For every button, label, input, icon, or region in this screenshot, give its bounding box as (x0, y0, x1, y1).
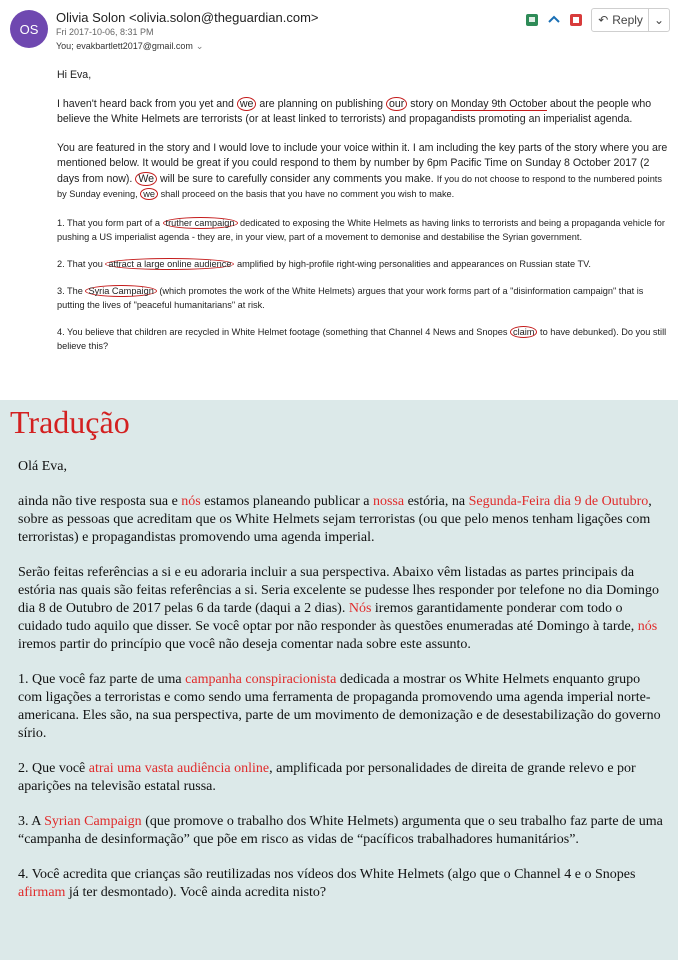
email-message (0, 0, 678, 400)
translation-point-1: 1. Que você faz parte de uma campanha conspiracionista dedicada a mostrar os White Helmets enquanto grupo com ligações a terroristas e como sendo uma ferramenta de propaganda promovendo uma agenda imperial norte-americana. Eles são, na sua perspectiva, parte de um movimento de demonização e de desestabilização do governo sírio. (18, 672, 661, 741)
translation-paragraph-2: Serão feitas referências a si e eu adoraria incluir a sua perspectiva. Abaixo vêm listadas as partes principais da estória nas quais são feitas referências a si. Seria excelente se pudesse lhes responder por telefone no dia Domingo dia 8 de Outubro de 2017 pelas 6 da tarde (daqui a 2 dias). Nós iremos garantidamente ponderar com todo o cuidado tudo aquilo que disser. Se você optar por não responder às questões enumeradas até Domingo à tarde, nós iremos partir do princípio que você não deseja comentar nada sobre este assunto. (18, 565, 660, 652)
sent-date: Fri 2017-10-06, 8:31 PM (56, 27, 154, 37)
reply-icon: ↶ (598, 13, 609, 27)
reply-label: Reply (612, 13, 643, 27)
reply-button[interactable] (591, 8, 670, 32)
avatar[interactable]: OS (10, 10, 48, 48)
expand-recipients-icon[interactable]: ⌄ (195, 41, 204, 51)
sender[interactable]: Olivia Solon <olivia.solon@theguardian.com> (56, 10, 319, 25)
email-paragraph-2: You are featured in the story and I would love to include your voice within it. I am including the key parts of the story where you are mentioned below. It would be great if you could respond to them by number by 6pm Pacific Time on Sunday 8 October 2017 (2 days from now). We will be sure to carefully consider any comments you make. If you do not choose to respond to the numbered points by Sunday evening, we shall proceed on the basis that you have no comment you wish to make. (57, 141, 668, 199)
recipients-text: You; evakbartlett2017@gmail.com (56, 41, 193, 51)
office-icon[interactable] (569, 13, 583, 27)
translation-title: Tradução (10, 404, 130, 440)
chevron-down-icon[interactable]: ⌄ (648, 9, 669, 31)
translation-panel (0, 400, 678, 960)
translation-greeting: Olá Eva, (18, 459, 67, 474)
email-point-2: 2. That you attract a large online audience amplified by high-profile right-wing personalities and appearances on Russian state TV. (57, 258, 591, 269)
annotation-we-3: we (140, 188, 158, 200)
translation-paragraph-1: ainda não tive resposta sua e nós estamos planeando publicar a nossa estória, na Segunda-Feira dia 9 de Outubro, sobre as pessoas que acreditam que os White Helmets sejam terroristas (ou que pelo menos tenham ligações com terroristas) e propagandistas promovendo uma agenda imperial. (18, 494, 652, 545)
message-actions (525, 8, 670, 32)
email-point-4: 4. You believe that children are recycled in White Helmet footage (something that Channel 4 News and Snopes claim to have debunked). Do you still believe this? (57, 326, 667, 351)
annotation-date: Monday 9th October (450, 97, 547, 110)
email-greeting: Hi Eva, (57, 69, 92, 81)
email-body (57, 68, 669, 366)
annotation-our: our (386, 97, 407, 111)
email-paragraph-1: I haven't heard back from you yet and we are planning on publishing our story on Monday 9th October about the people who believe the White Helmets are terrorists (or at least linked to terrorists) and propagandists promoting an imperialist agenda. (57, 97, 652, 125)
translation-point-2: 2. Que você atrai uma vasta audiência online, amplificada por personalidades de direita de grande relevo e por aparições na televisão estatal russa. (18, 761, 636, 794)
email-point-1: 1. That you form part of a truther campaign dedicated to exposing the White Helmets as having links to terrorists and being a propaganda vehicle for pushing a US imperialist agenda - they are, in your view, part of a movement to demonise and destabilise the Syrian government. (57, 217, 665, 242)
translation-point-3: 3. A Syrian Campaign (que promove o trabalho dos White Helmets) argumenta que o seu trabalho faz parte de uma “campanha de desinformação” que põe em risco as vidas de “pacíficos trabalhadores humanitários”. (18, 814, 663, 847)
reply-all-icon[interactable] (547, 13, 561, 27)
email-point-3: 3. The Syria Campaign (which promotes the work of the White Helmets) argues that your work forms part of a "disinformation campaign" that is putting the lives of "peaceful humanitarians" at risk. (57, 285, 644, 310)
flag-icon[interactable] (525, 13, 539, 27)
annotation-syria-campaign: Syria Campaign (85, 285, 156, 297)
annotation-audience: attract a large online audience (105, 258, 234, 270)
annotation-we: we (237, 97, 257, 111)
translation-body (18, 458, 663, 919)
annotation-truther: truther campaign (163, 217, 238, 229)
translation-point-4: 4. Você acredita que crianças são reutilizadas nos vídeos dos White Helmets (algo que o Channel 4 e o Snopes afirmam já ter desmontado). Você ainda acredita nisto? (18, 867, 636, 900)
annotation-we-2: We (135, 172, 157, 186)
annotation-claim: claim (510, 326, 537, 338)
recipients[interactable] (56, 41, 203, 52)
